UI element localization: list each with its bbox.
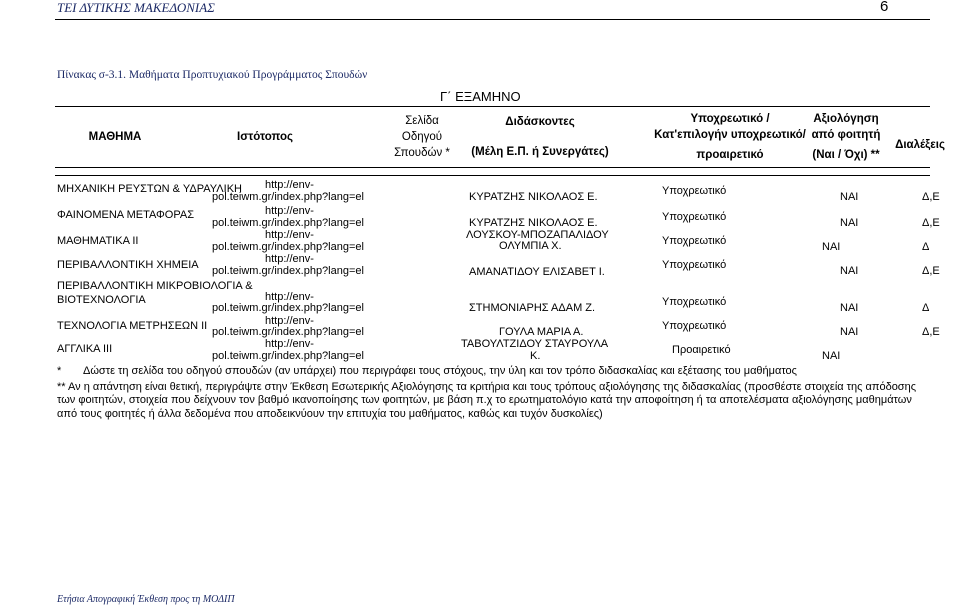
evaluation-value: ΝΑΙ — [840, 265, 859, 277]
evaluation-value: ΝΑΙ — [840, 302, 859, 314]
col-instructors-line: (Μέλη Ε.Π. ή Συνεργάτες) — [471, 146, 609, 158]
instructor-name: ΤΑΒΟΥΛΤΖΙΔΟΥ ΣΤΑΥΡΟΥΛΑ — [461, 338, 609, 350]
course-name: ΠΕΡΙΒΑΛΛΟΝΤΙΚΗ ΜΙΚΡΟΒΙΟΛΟΓΙΑ & — [57, 280, 253, 292]
lectures-value: Δ — [922, 241, 930, 253]
course-type: Υποχρεωτικό — [662, 211, 727, 223]
table-row — [55, 180, 945, 206]
note-marker: * — [57, 365, 62, 377]
table-row — [55, 281, 945, 317]
course-url[interactable]: http://env- — [265, 179, 314, 191]
lectures-value: Δ,Ε — [922, 217, 940, 229]
course-name: ΦΑΙΝΟΜΕΝΑ ΜΕΤΑΦΟΡΑΣ — [57, 209, 194, 221]
course-type: Υποχρεωτικό — [662, 185, 727, 197]
header-rule — [55, 19, 930, 20]
course-type: Υποχρεωτικό — [662, 235, 727, 247]
course-url[interactable]: pol.teiwm.gr/index.php?lang=el — [212, 241, 364, 253]
evaluation-value: ΝΑΙ — [840, 191, 859, 203]
course-url[interactable]: pol.teiwm.gr/index.php?lang=el — [212, 350, 364, 362]
course-url[interactable]: http://env- — [265, 315, 314, 327]
col-instructors-line: Διδάσκοντες — [505, 116, 575, 128]
course-name: ΒΙΟΤΕΧΝΟΛΟΓΙΑ — [57, 294, 146, 306]
course-url[interactable]: http://env- — [265, 205, 314, 217]
instructor-name: ΣΤΗΜΟΝΙΑΡΗΣ ΑΔΑΜ Ζ. — [469, 302, 596, 314]
table-notes — [57, 365, 927, 421]
lectures-value: Δ — [922, 302, 930, 314]
course-type: Υποχρεωτικό — [662, 320, 727, 332]
table-row — [55, 254, 945, 280]
course-name: ΠΕΡΙΒΑΛΛΟΝΤΙΚΗ ΧΗΜΕΙΑ — [57, 259, 199, 271]
course-type: Υποχρεωτικό — [662, 259, 727, 271]
note-marker: ** — [57, 380, 66, 393]
body-rule — [55, 175, 930, 176]
evaluation-value: ΝΑΙ — [822, 350, 841, 362]
table-caption: Πίνακας σ-3.1. Μαθήματα Προπτυχιακού Προγράμματος Σπουδών — [57, 69, 368, 81]
course-name: ΤΕΧΝΟΛΟΓΙΑ ΜΕΤΡΗΣΕΩΝ ΙΙ — [57, 320, 208, 332]
instructor-name: ΑΜΑΝΑΤΙΔΟΥ ΕΛΙΣΑΒΕΤ Ι. — [469, 266, 605, 278]
col-type-line: Κατ'επιλογήν υποχρεωτικό/ — [654, 129, 806, 141]
course-type: Προαιρετικό — [672, 344, 731, 356]
page-number: 6 — [880, 0, 889, 15]
course-url[interactable]: http://env- — [265, 253, 314, 265]
course-url[interactable]: http://env- — [265, 291, 314, 303]
instructor-name: ΚΥΡΑΤΖΗΣ ΝΙΚΟΛΑΟΣ Ε. — [469, 191, 598, 203]
note-item — [57, 381, 927, 422]
course-name: ΑΓΓΛΙΚΑ ΙΙΙ — [57, 343, 113, 355]
course-url[interactable]: http://env- — [265, 229, 314, 241]
instructor-name: ΟΛΥΜΠΙΑ Χ. — [499, 240, 562, 252]
course-type: Υποχρεωτικό — [662, 296, 727, 308]
col-type-line: προαιρετικό — [696, 149, 764, 161]
instructor-name: ΚΥΡΑΤΖΗΣ ΝΙΚΟΛΑΟΣ Ε. — [469, 217, 598, 229]
institution-header: ΤΕΙ ΔΥΤΙΚΗΣ ΜΑΚΕΔΟΝΙΑΣ — [57, 0, 215, 15]
course-url[interactable]: pol.teiwm.gr/index.php?lang=el — [212, 191, 364, 203]
semester-title: Γ΄ ΕΞΑΜΗΝΟ — [440, 89, 521, 104]
course-name: ΜΗΧΑΝΙΚΗ ΡΕΥΣΤΩΝ & ΥΔΡΑΥΛΙΚΗ — [57, 183, 242, 195]
col-evaluation-line: Αξιολόγηση — [813, 113, 879, 125]
course-name: ΜΑΘΗΜΑΤΙΚΑ ΙΙ — [57, 235, 139, 247]
course-url[interactable]: pol.teiwm.gr/index.php?lang=el — [212, 326, 364, 338]
col-lectures: Διαλέξεις — [895, 139, 945, 151]
lectures-value: Δ,Ε — [922, 326, 940, 338]
col-guide-page-line: Σπουδών * — [394, 147, 450, 159]
col-type-line: Υποχρεωτικό / — [690, 113, 770, 125]
col-evaluation-line: από φοιτητή — [811, 129, 881, 141]
course-url[interactable]: http://env- — [265, 338, 314, 350]
col-instructors — [460, 107, 620, 167]
lectures-value: Δ,Ε — [922, 265, 940, 277]
instructor-name: Κ. — [530, 350, 541, 362]
evaluation-value: ΝΑΙ — [840, 217, 859, 229]
instructor-name: ΓΟΥΛΑ ΜΑΡΙΑ Α. — [499, 326, 584, 338]
course-url[interactable]: pol.teiwm.gr/index.php?lang=el — [212, 217, 364, 229]
instructor-name: ΛΟΥΣΚΟΥ-ΜΠΟΖΑΠΑΛΙΔΟΥ — [466, 229, 609, 241]
evaluation-value: ΝΑΙ — [822, 241, 841, 253]
col-course: ΜΑΘΗΜΑ — [88, 131, 142, 143]
course-url[interactable]: pol.teiwm.gr/index.php?lang=el — [212, 302, 364, 314]
page-footer: Ετήσια Απογραφική Έκθεση προς τη ΜΟΔΙΠ — [57, 594, 235, 605]
evaluation-value: ΝΑΙ — [840, 326, 859, 338]
lectures-value: Δ,Ε — [922, 191, 940, 203]
col-guide-page-line: Οδηγού — [401, 131, 443, 143]
course-url[interactable]: pol.teiwm.gr/index.php?lang=el — [212, 265, 364, 277]
col-guide-page-line: Σελίδα — [405, 115, 439, 127]
note-text: Αν η απάντηση είναι θετική, περιγράψτε στην Έκθεση Εσωτερικής Αξιολόγησης τα κριτήρια και τους τρόπους αξιολόγησης της διδασκαλίας (προσθέστε στοιχεία της απόδοσης των φοιτητών, στοιχεία που δείχνουν τον βαθμό ικανοποίησης των φοιτητών, με βάση π.χ το ερωτηματολόγιο κατά την αποφοίτηση ή τα αποτελέσματα αξιολόγησης μαθημάτων από τους φοιτητές ή άλλα δεδομένα που αποδεικνύουν την επιτυχία του μαθήματος, καθώς και τυχόν δυσκολίες) — [57, 380, 917, 420]
col-website: Ιστότοπος — [237, 131, 293, 143]
note-text: Δώστε τη σελίδα του οδηγού σπουδών (αν υπάρχει) που περιγράφει τους στόχους, την ύλη και τον τρόπο διδασκαλίας και εξέτασης του μαθήματος — [83, 365, 797, 377]
table-row — [55, 339, 945, 365]
table-header — [55, 106, 945, 168]
note-item — [57, 365, 927, 379]
table-row — [55, 230, 945, 256]
col-evaluation-line: (Ναι / Όχι) ** — [812, 149, 880, 161]
